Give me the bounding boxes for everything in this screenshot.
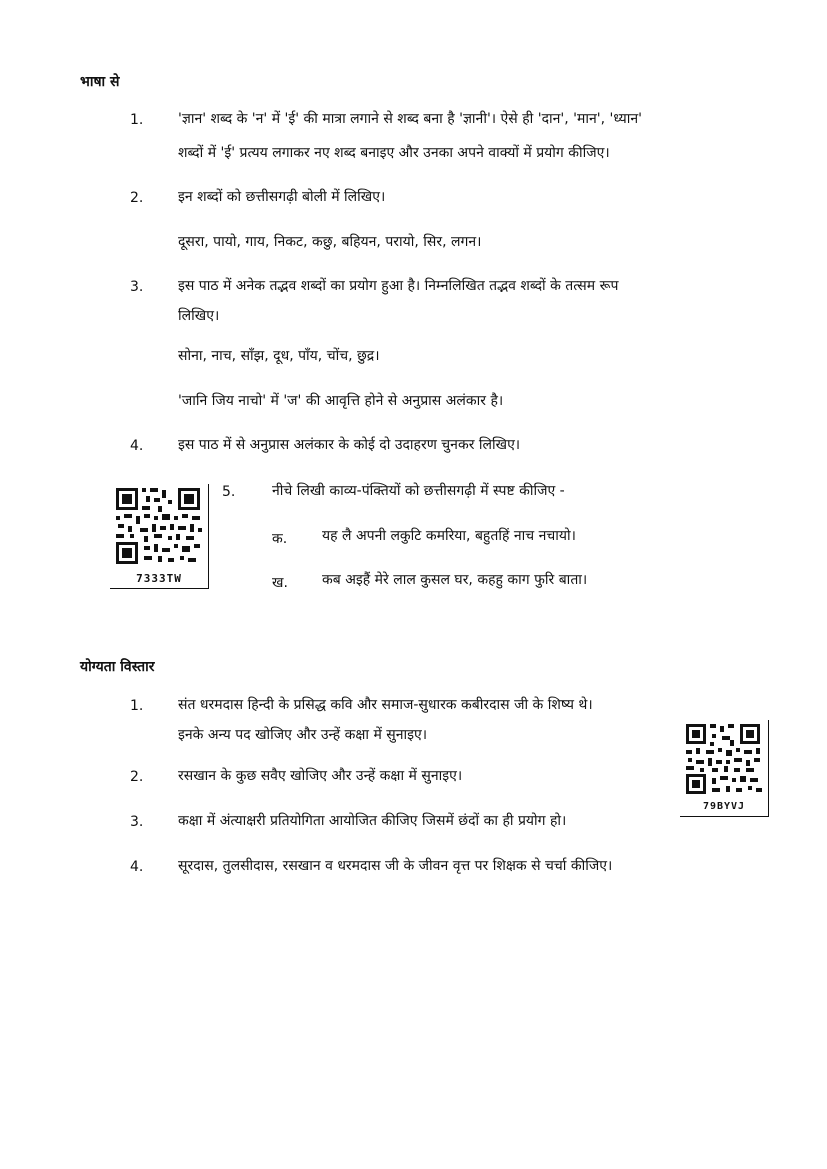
sub-item-text: कब अइहैं मेरे लाल कुसल घर, कहहु काग फुरि बाता। bbox=[322, 572, 588, 588]
item-number: 1. bbox=[130, 698, 144, 714]
item-number: 4. bbox=[130, 859, 144, 875]
item-text-line: शब्दों में 'ई' प्रत्यय लगाकर नए शब्द बनाइए और उनका अपने वाक्यों में प्रयोग कीजिए। bbox=[178, 145, 610, 161]
sub-item-label: क. bbox=[272, 531, 288, 547]
word-list: सोना, नाच, साँझ, दूध, पाँय, चोंच, छुद्र। bbox=[178, 348, 380, 364]
item-text-line: इस पाठ में से अनुप्रास अलंकार के कोई दो उदाहरण चुनकर लिखिए। bbox=[178, 437, 521, 453]
item-text-line: सूरदास, तुलसीदास, रसखान व धरमदास जी के जीवन वृत्त पर शिक्षक से चर्चा कीजिए। bbox=[178, 858, 613, 874]
item-text-line: इस पाठ में अनेक तद्भव शब्दों का प्रयोग हुआ है। निम्नलिखित तद्भव शब्दों के तत्सम रूप bbox=[178, 278, 619, 294]
qr-code[interactable] bbox=[680, 720, 769, 817]
qr-code-label: 79BYVJ bbox=[702, 801, 746, 812]
section-heading-bhasha-se: भाषा से bbox=[80, 74, 120, 90]
item-number: 2. bbox=[130, 769, 144, 785]
section-heading-yogyata-vistar: योग्यता विस्तार bbox=[80, 659, 155, 675]
note-text: 'जानि जिय नाचो' में 'ज' की आवृत्ति होने से अनुप्रास अलंकार है। bbox=[178, 393, 504, 409]
item-text-line: इनके अन्य पद खोजिए और उन्हें कक्षा में सुनाइए। bbox=[178, 727, 428, 743]
item-number: 1. bbox=[130, 112, 144, 128]
item-number: 2. bbox=[130, 190, 144, 206]
item-number: 4. bbox=[130, 438, 144, 454]
item-text-line: नीचे लिखी काव्य-पंक्तियों को छत्तीसगढ़ी में स्पष्ट कीजिए - bbox=[272, 483, 565, 499]
item-text-line: 'ज्ञान' शब्द के 'न' में 'ई' की मात्रा लगाने से शब्द बना है 'ज्ञानी'। ऐसे ही 'दान', 'मान', 'ध्यान' bbox=[178, 111, 642, 127]
item-number: 5. bbox=[222, 484, 236, 500]
item-text-line: रसखान के कुछ सवैए खोजिए और उन्हें कक्षा में सुनाइए। bbox=[178, 768, 463, 784]
sub-item-text: यह लै अपनी लकुटि कमरिया, बहुतहिं नाच नचायो। bbox=[322, 528, 576, 544]
item-text-line: संत धरमदास हिन्दी के प्रसिद्ध कवि और समाज-सुधारक कबीरदास जी के शिष्य थे। bbox=[178, 697, 593, 713]
qr-code[interactable] bbox=[110, 484, 209, 589]
item-text-line: इन शब्दों को छत्तीसगढ़ी बोली में लिखिए। bbox=[178, 189, 386, 205]
item-number: 3. bbox=[130, 814, 144, 830]
qr-code-icon bbox=[680, 720, 766, 798]
item-number: 3. bbox=[130, 279, 144, 295]
qr-code-icon bbox=[110, 484, 206, 568]
word-list: दूसरा, पायो, गाय, निकट, कछु, बहियन, परायो, सिर, लगन। bbox=[178, 234, 482, 250]
qr-code-label: 7333TW bbox=[136, 572, 182, 585]
item-text-line: लिखिए। bbox=[178, 308, 220, 324]
item-text-line: कक्षा में अंत्याक्षरी प्रतियोगिता आयोजित कीजिए जिसमें छंदों का ही प्रयोग हो। bbox=[178, 813, 567, 829]
sub-item-label: ख. bbox=[272, 575, 288, 591]
